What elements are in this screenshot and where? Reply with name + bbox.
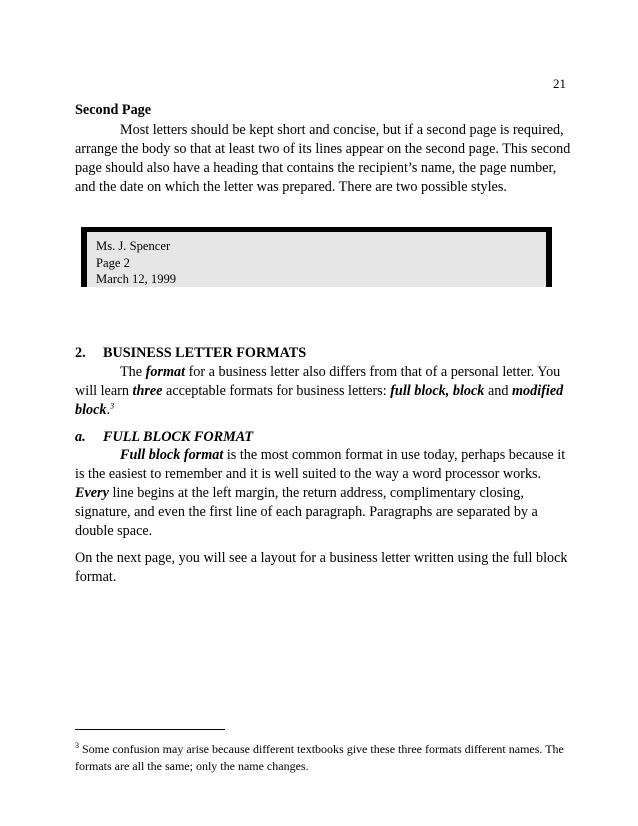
text-run: The bbox=[120, 364, 146, 380]
text-run: and bbox=[484, 383, 512, 399]
text-run: is the most common format in use today, perhaps because it is the easiest to remember and it is well suited to the way a word processor works. bbox=[75, 447, 566, 482]
section-title: BUSINESS LETTER FORMATS bbox=[103, 345, 307, 361]
sample-date: March 12, 1999 bbox=[96, 272, 177, 286]
sample-recipient-name: Ms. J. Spencer bbox=[96, 239, 171, 253]
text-run: . bbox=[106, 402, 111, 418]
subsection-heading-full-block bbox=[75, 428, 575, 447]
next-page-paragraph: On the next page, you will see a layout for a business letter written using the full block format. bbox=[75, 550, 568, 585]
section-heading-business-letter-formats bbox=[75, 344, 575, 363]
footnote-reference: 3 bbox=[110, 401, 115, 411]
section-number: 2. bbox=[75, 345, 86, 361]
full-block-paragraph bbox=[75, 446, 575, 541]
footnote-mark: 3 bbox=[75, 741, 79, 750]
subsection-letter: a. bbox=[75, 429, 86, 445]
footnote bbox=[75, 741, 595, 775]
text-run: line begins at the left margin, the return address, complimentary closing, signature, and even the first line of each paragraph. Paragraphs are separated by a double space. bbox=[75, 485, 538, 539]
footnote-text: Some confusion may arise because different textbooks give these three formats different names. The formats are all the same; only the name changes. bbox=[75, 742, 564, 773]
text-run: for a business letter also differs from that of a personal letter. You will learn bbox=[75, 364, 561, 399]
emphasis-every: Every bbox=[75, 485, 109, 501]
emphasis-modified-block: modified block bbox=[75, 383, 564, 418]
emphasis-full-block-format: Full block format bbox=[120, 447, 224, 463]
text-run: acceptable formats for business letters: bbox=[162, 383, 391, 399]
sample-second-page-heading-box bbox=[81, 227, 552, 287]
subsection-title: FULL BLOCK FORMAT bbox=[103, 429, 254, 445]
emphasis-format: format bbox=[145, 364, 186, 380]
page-number: 21 bbox=[553, 76, 566, 91]
emphasis-format-list: full block, block bbox=[390, 383, 485, 399]
formats-paragraph bbox=[75, 363, 575, 420]
second-page-paragraph: Most letters should be kept short and concise, but if a second page is required, arrange the body so that at least two of its lines appear on the second page. This second page should also have a heading that contains the recipient’s name, the page number, and the date on which the letter was prepared. There are two possible styles. bbox=[75, 122, 571, 195]
emphasis-three: three bbox=[132, 383, 163, 399]
sample-page-number: Page 2 bbox=[96, 255, 130, 270]
footnote-divider bbox=[75, 729, 225, 730]
section-heading-second-page: Second Page bbox=[75, 102, 152, 118]
